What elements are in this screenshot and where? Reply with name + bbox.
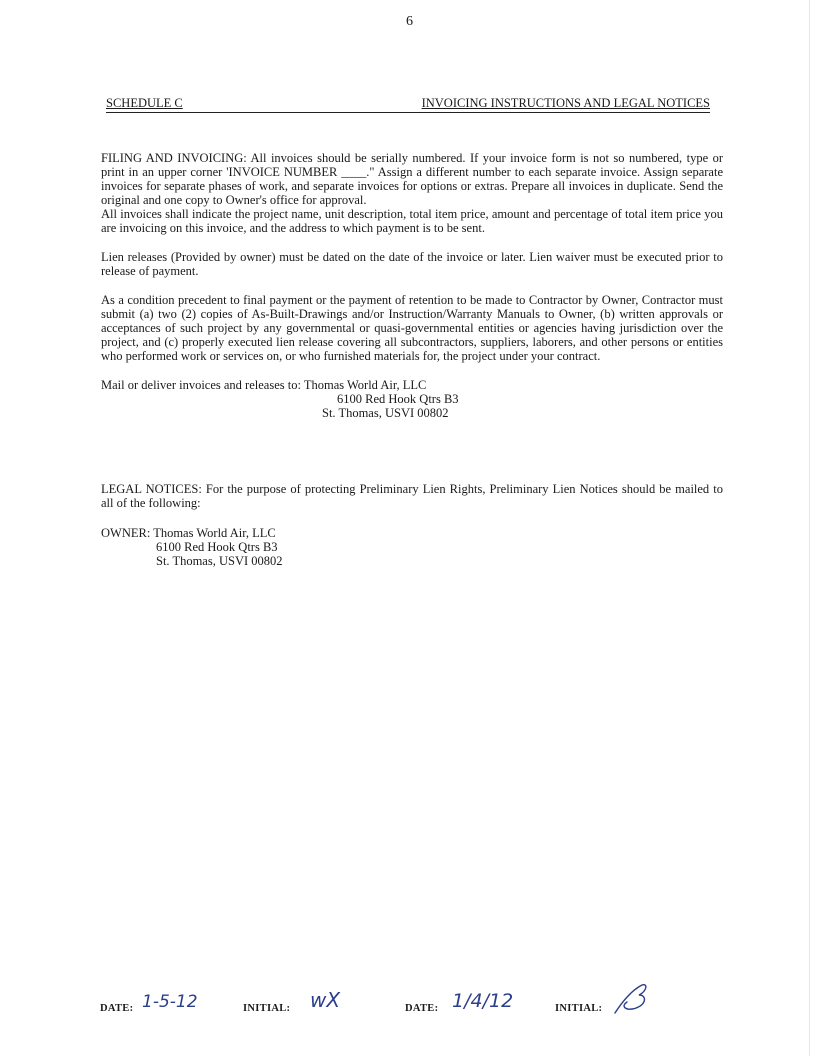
mail-address-line: 6100 Red Hook Qtrs B3 — [337, 392, 459, 406]
initial-label: INITIAL: — [555, 1003, 603, 1014]
date-label: DATE: — [405, 1003, 439, 1014]
lien-release-paragraph: Lien releases (Provided by owner) must be dated on the date of the invoice or later. Lien waiver must be executed prior to release of payment. — [101, 250, 723, 278]
scan-edge — [809, 0, 810, 1056]
invoice-contents-paragraph: All invoices shall indicate the project name, unit description, total item price, amount and percentage of total item price you are invoicing on this invoice, and the address to which payment is to be sent. — [101, 207, 723, 235]
owner-address-line: 6100 Red Hook Qtrs B3 — [156, 540, 278, 554]
handwritten-initial: wX — [310, 988, 341, 1012]
handwritten-date: 1/4/12 — [452, 990, 514, 1012]
mail-city-line: St. Thomas, USVI 00802 — [322, 406, 449, 420]
mail-intro: Mail or deliver invoices and releases to: Thomas World Air, LLC — [101, 378, 427, 392]
signature-row — [100, 982, 720, 1022]
filing-invoicing-paragraph: FILING AND INVOICING: All invoices should be serially numbered. If your invoice form is not so numbered, type or print in an upper corner 'INVOICE NUMBER ____." Assign a different number to each separate invoice. Assign separate invoices for separate phases of work, and separate invoices for options or extras. Prepare all invoices in duplicate. Send the original and one copy to Owner's office for approval. — [101, 151, 723, 207]
owner-name: OWNER: Thomas World Air, LLC — [101, 526, 276, 540]
section-title: INVOICING INSTRUCTIONS AND LEGAL NOTICES — [421, 96, 710, 110]
legal-notices-paragraph: LEGAL NOTICES: For the purpose of protecting Preliminary Lien Rights, Preliminary Lien Notices should be mailed to all of the following: — [101, 482, 723, 510]
page-number: 6 — [406, 14, 413, 29]
handwritten-date: 1-5-12 — [142, 992, 198, 1012]
initial-label: INITIAL: — [243, 1003, 291, 1014]
handwritten-initial-signature — [612, 982, 650, 1016]
schedule-title: SCHEDULE C — [106, 96, 183, 110]
final-payment-paragraph: As a condition precedent to final payment or the payment of retention to be made to Contractor by Owner, Contractor must submit (a) two (2) copies of As-Built-Drawings and/or Instruction/Warranty Manuals to Owner, (b) written approvals or acceptances of such project by any governmental or quasi-governmental entities or agencies having jurisdiction over the project, and (c) properly executed lien release covering all subcontractors, suppliers, laborers, and other persons or entities who performed work or services on, or who furnished materials for, the project under your contract. — [101, 293, 723, 363]
schedule-header — [106, 96, 710, 113]
date-label: DATE: — [100, 1003, 134, 1014]
owner-city-line: St. Thomas, USVI 00802 — [156, 554, 283, 568]
